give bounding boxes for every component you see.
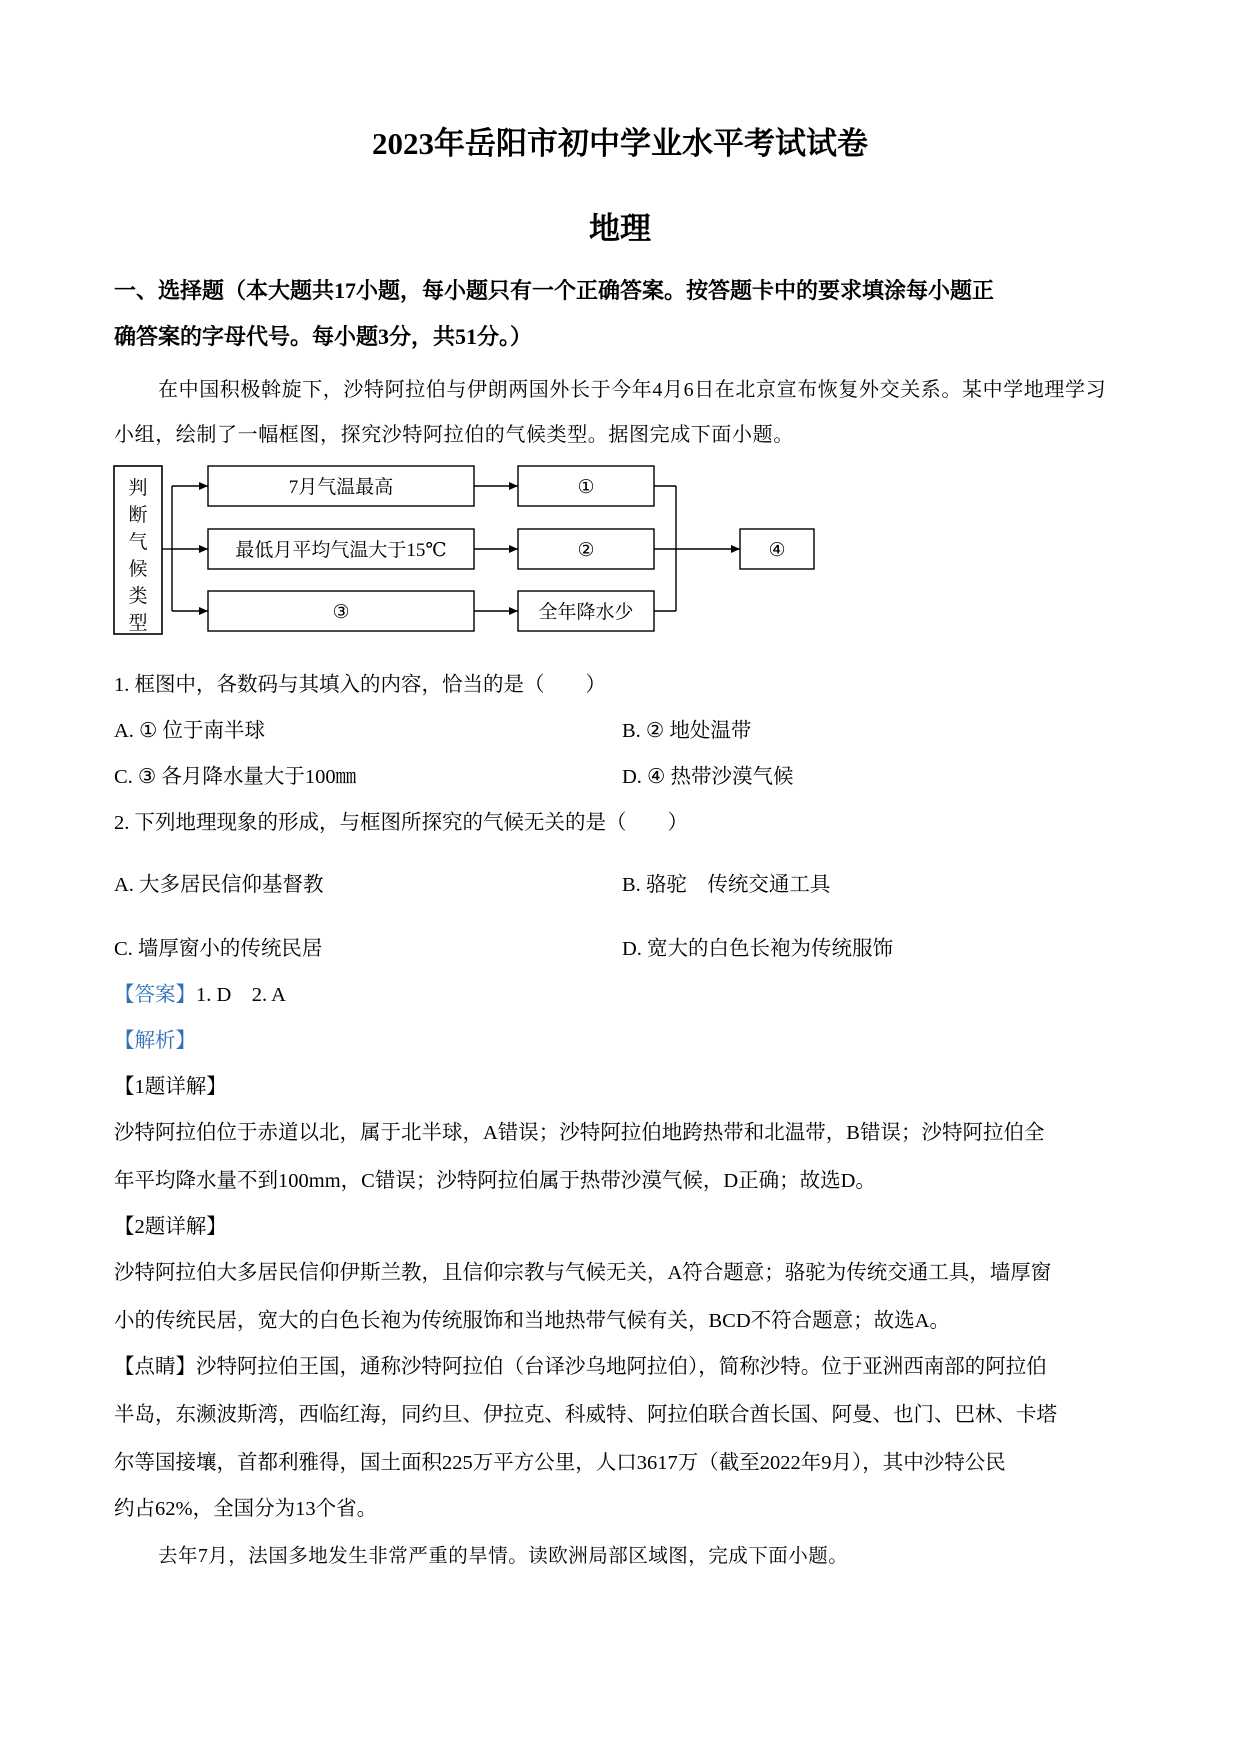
criterion-2-text: 最低月平均气温大于15℃ [235, 540, 447, 561]
result-3-text: 全年降水少 [538, 602, 634, 623]
criterion-1-text: 7月气温最高 [288, 477, 394, 498]
left-char-2: 断 [128, 505, 148, 526]
answer-value: 1. D 2. A [196, 984, 286, 1006]
result-1-text: ① [577, 477, 595, 498]
analysis-tag: 【解析】 [114, 1030, 196, 1052]
left-char-3: 气 [128, 532, 148, 553]
detail1-line2: 年平均降水量不到100mm，C错误；沙特阿拉伯属于热带沙漠气候，D正确；故选D。 [114, 1170, 876, 1192]
q1-option-c: C. ③ 各月降水量大于100㎜ [114, 766, 357, 788]
q2-option-a: A. 大多居民信仰基督教 [114, 874, 324, 896]
climate-flow-diagram [112, 458, 832, 638]
section-heading-line2: 确答案的字母代号。每小题3分，共51分。） [114, 324, 533, 349]
detail1-title: 【1题详解】 [114, 1076, 227, 1098]
answer-line [114, 980, 286, 1010]
result-2-text: ② [577, 540, 595, 561]
q1-option-b: B. ② 地处温带 [622, 720, 752, 742]
point-line1: 【点睛】沙特阿拉伯王国，通称沙特阿拉伯（台译沙乌地阿拉伯），简称沙特。位于亚洲西南部的阿拉伯 [114, 1356, 1047, 1378]
detail2-title: 【2题详解】 [114, 1216, 227, 1238]
left-char-6: 型 [128, 613, 148, 634]
left-char-5: 类 [128, 586, 148, 607]
answer-tag: 【答案】 [114, 984, 196, 1006]
point-line4: 约占62%，全国分为13个省。 [114, 1498, 378, 1520]
left-char-4: 候 [128, 559, 148, 580]
q1-option-d: D. ④ 热带沙漠气候 [622, 766, 794, 788]
subject-title: 地理 [589, 211, 651, 246]
q1-option-a: A. ① 位于南半球 [114, 720, 266, 742]
exam-title: 2023年岳阳市初中学业水平考试试卷 [372, 126, 868, 161]
section-heading-line1: 一、选择题（本大题共17小题，每小题只有一个正确答案。按答题卡中的要求填涂每小题正 [114, 278, 995, 303]
criterion-3-text: ③ [332, 602, 350, 623]
left-char-1: 判 [128, 478, 148, 499]
intro-paragraph: 在中国积极斡旋下，沙特阿拉伯与伊朗两国外长于今年4月6日在北京宣布恢复外交关系。某中学地理学习小组，绘制了一幅框图，探究沙特阿拉伯的气候类型。据图完成下面小题。 [114, 379, 1107, 446]
q2-option-c: C. 墙厚窗小的传统民居 [114, 938, 323, 960]
point-line3: 尔等国接壤，首都利雅得，国土面积225万平方公里，人口3617万（截至2022年9月），其中沙特公民 [114, 1452, 1006, 1474]
q2-stem: 2. 下列地理现象的形成，与框图所探究的气候无关的是（ ） [114, 812, 688, 834]
next-intro: 去年7月，法国多地发生非常严重的旱情。读欧洲局部区域图，完成下面小题。 [158, 1546, 849, 1567]
final-text: ④ [768, 540, 786, 561]
detail2-line2: 小的传统民居，宽大的白色长袍为传统服饰和当地热带气候有关，BCD不符合题意；故选A。 [114, 1310, 950, 1332]
q1-stem: 1. 框图中，各数码与其填入的内容，恰当的是（ ） [114, 674, 606, 696]
point-line2: 半岛，东濒波斯湾，西临红海，同约旦、伊拉克、科威特、阿拉伯联合酋长国、阿曼、也门、巴林、卡塔 [114, 1404, 1057, 1426]
q2-option-d: D. 宽大的白色长袍为传统服饰 [622, 938, 894, 960]
q2-option-b: B. 骆驼 传统交通工具 [622, 874, 831, 896]
detail2-line1: 沙特阿拉伯大多居民信仰伊斯兰教，且信仰宗教与气候无关，A符合题意；骆驼为传统交通工具，墙厚窗 [114, 1262, 1052, 1284]
detail1-line1: 沙特阿拉伯位于赤道以北，属于北半球，A错误；沙特阿拉伯地跨热带和北温带，B错误；沙特阿拉伯全 [114, 1122, 1045, 1144]
